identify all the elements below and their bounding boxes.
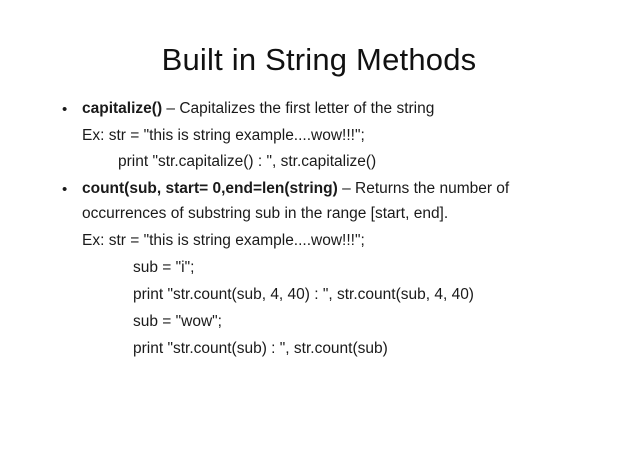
code-line: print "str.count(sub, 4, 40) : ", str.count(sub, 4, 40) [133, 286, 474, 303]
example-line: Ex: str = "this is string example....wow!!!"; [82, 232, 365, 249]
slide-title: Built in String Methods [161, 42, 477, 77]
example-line: Ex: str = "this is string example....wow!!!"; [82, 127, 365, 144]
method-heading-capitalize [82, 99, 434, 119]
method-description: – Capitalizes the first letter of the string [162, 100, 435, 117]
code-line: sub = "wow"; [133, 313, 222, 330]
code-line: print "str.capitalize() : ", str.capitalize() [118, 153, 377, 170]
method-name: capitalize() [82, 100, 163, 117]
method-heading-count [82, 179, 509, 199]
bullet-icon: • [62, 101, 68, 118]
method-description: – Returns the number of [337, 180, 510, 197]
bullet-icon: • [62, 181, 68, 198]
code-line: sub = "i"; [133, 259, 195, 276]
method-name: count(sub, start= 0,end=len(string) [82, 180, 338, 197]
code-line: print "str.count(sub) : ", str.count(sub) [133, 340, 388, 357]
method-description-continued: occurrences of substring sub in the range [start, end]. [82, 205, 449, 222]
